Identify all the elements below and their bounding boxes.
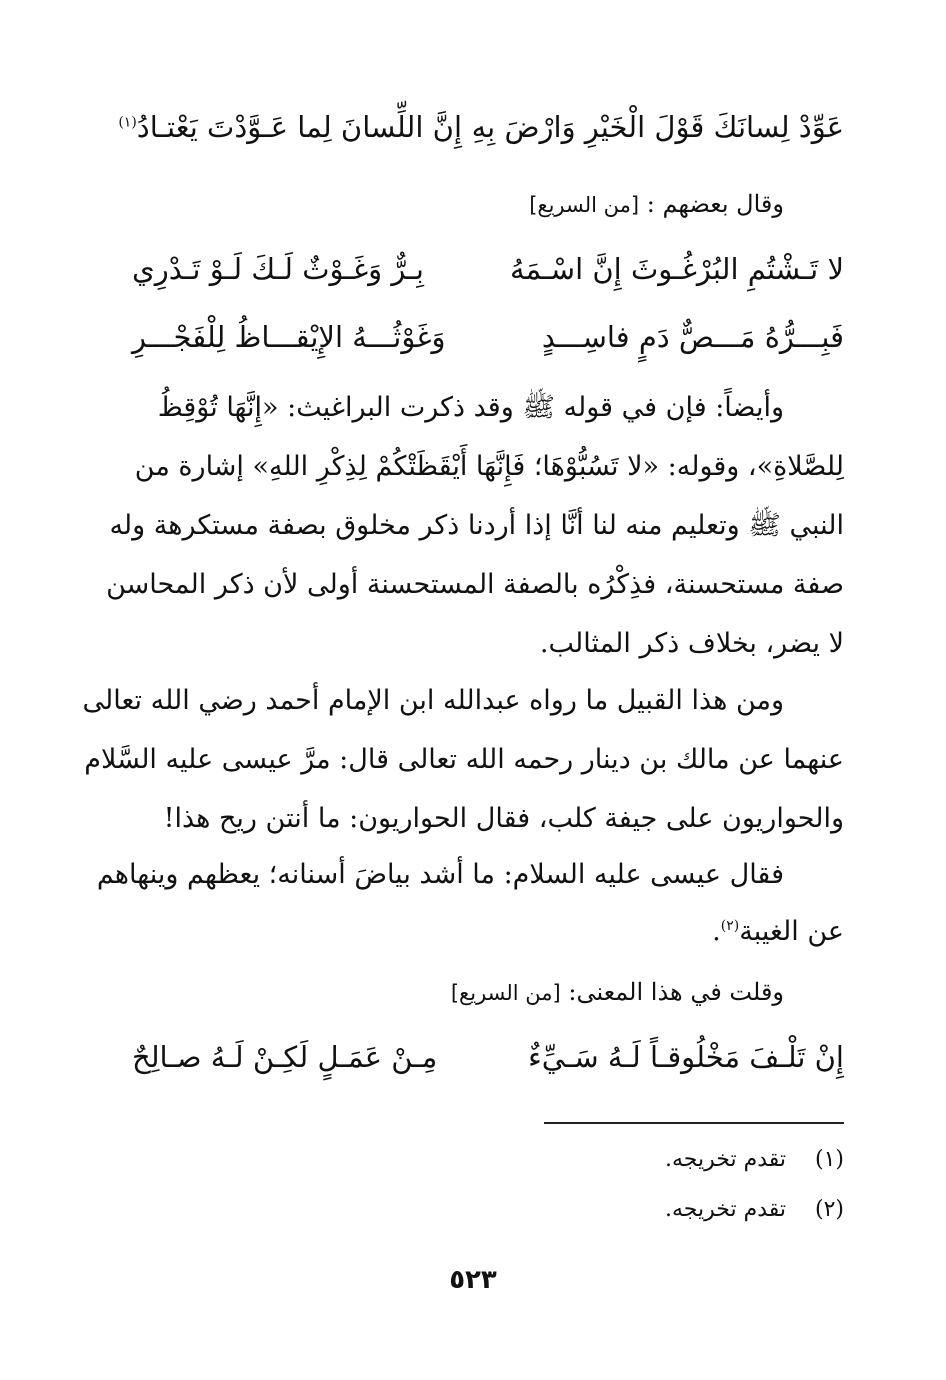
poem-intro-1-text: وقال بعضهم :	[646, 190, 784, 218]
poem1-verse-2-first-hemistich: فَبِـــرُّهُ مَـــصٌّ دَمٍ فاسِـــدٍ	[541, 320, 844, 354]
footnote-1-text: تقدم تخريجه.	[665, 1147, 786, 1172]
footnote-2-number: (٢)	[814, 1197, 844, 1222]
paragraph1-line-1-text: وأيضاً: فإن في قوله ﷺ وقد ذكرت البراغيث: «إِنَّهَا تُوْقِظُ	[157, 392, 784, 423]
paragraph1-line-1	[132, 388, 844, 428]
poem2-verse-1	[132, 1033, 844, 1081]
poem1-verse-1-second-hemistich: بِـرٌّ وَغَـوْثٌ لَـكَ لَـوْ تَـدْرِي	[132, 252, 424, 286]
footnote-separator	[544, 1122, 844, 1124]
poem1-verse-2-second-hemistich: وَغَوْثُـــهُ الإِيْقـــاظُ لِلْفَجْـــرِ	[132, 320, 446, 354]
poem-intro-1-meter: [من السريع]	[529, 193, 640, 217]
paragraph3-line-1-text: فقال عيسى عليه السلام: ما أشد بياضَ أسنانه؛ يعظهم وينهاهم	[96, 859, 784, 890]
poem2-verse-1-first-hemistich: إِنْ تَلْـفَ مَخْلُوقـاً لَـهُ سَـيِّءٌ	[528, 1040, 844, 1074]
footnote-2-text: تقدم تخريجه.	[665, 1197, 786, 1222]
poem-intro-2	[451, 974, 784, 1011]
paragraph2-line-2: عنهما عن مالك بن دينار رحمه الله تعالى قال: مرَّ عيسى عليه السَّلام	[84, 744, 844, 775]
poem-intro-2-text: وقلت في هذا المعنى:	[568, 978, 784, 1006]
paragraph3-line-2	[132, 912, 844, 952]
poem1-verse-1-first-hemistich: لا تَـشْتُمِ البُرْغُـوثَ إِنَّ اسْـمَهُ	[509, 252, 844, 286]
poem1-verse-2	[132, 313, 844, 361]
paragraph3-end-punct: .	[712, 916, 721, 947]
verse-top-first-hemistich: عَوِّدْ لِسانَكَ قَوْلَ الْخَيْرِ وَارْضَ بِهِ	[471, 110, 844, 144]
paragraph3-line-2-text: عن الغيبة	[739, 916, 844, 947]
footnote-2	[665, 1195, 844, 1225]
verse-top-second-hemistich	[118, 103, 462, 151]
verse-top	[118, 103, 844, 151]
poem-intro-2-meter: [من السريع]	[450, 981, 561, 1005]
footnote-1-number: (١)	[814, 1147, 844, 1172]
poem2-verse-1-second-hemistich: مِـنْ عَمَـلٍ لَكِـنْ لَـهُ صـالِحٌ	[132, 1040, 438, 1074]
paragraph1-line-2: لِلصَّلاةِ»، وقوله: «لا تَسُبُّوْهَا؛ فَإِنَّهَا أَيْقَظَتْكُمْ لِذِكْرِ اللهِ» إشارة من	[134, 451, 844, 482]
paragraph1-line-4: صفة مستحسنة، فذِكْرُه بالصفة المستحسنة أولى لأن ذكر المحاسن	[106, 569, 844, 600]
footnote-1	[665, 1145, 844, 1175]
poem-intro-1	[529, 186, 784, 223]
paragraph2-line-1	[82, 681, 844, 721]
poem1-verse-1	[132, 245, 844, 293]
footnote-mark-2: (٢)	[720, 918, 740, 934]
paragraph2-line-1-text: ومن هذا القبيل ما رواه عبدالله ابن الإمام أحمد رضي الله تعالى	[82, 685, 784, 716]
paragraph3-line-1	[96, 855, 844, 895]
page-number: ٥٢٣	[449, 1265, 497, 1295]
footnote-mark-1: (١)	[118, 114, 137, 131]
paragraph1-line-3: النبي ﷺ وتعليم منه لنا أنَّا إذا أردنا ذكر مخلوق بصفة مستكرهة وله	[109, 510, 844, 541]
verse-top-second-text: إِنَّ اللِّسانَ لِما عَـوَّدْتَ يَعْتـادُ	[136, 110, 462, 144]
paragraph2-line-3: والحواريون على جيفة كلب، فقال الحواريون: ما أنتن ريح هذا!	[163, 803, 844, 834]
paragraph1-line-5: لا يضر، بخلاف ذكر المثالب.	[539, 628, 844, 659]
